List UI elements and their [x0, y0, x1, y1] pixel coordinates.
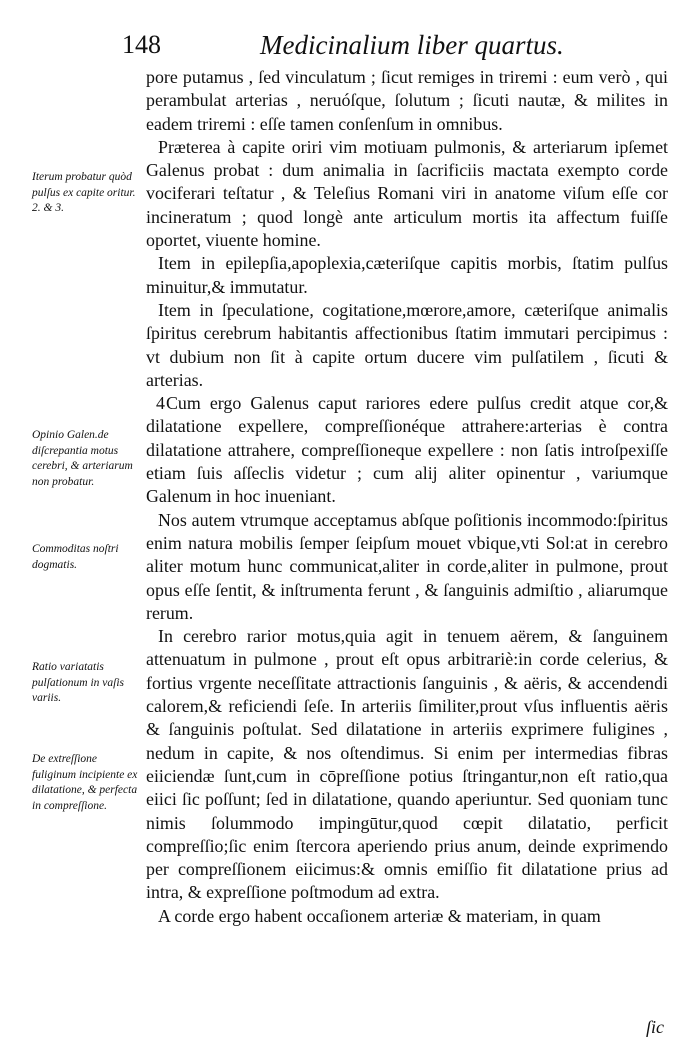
marginal-note: Commoditas noſtri dogmatis.: [32, 543, 119, 571]
marginal-note: Ratio variatatis pulſationum in vaſis variis.: [32, 661, 124, 704]
page-number: 148: [122, 30, 161, 59]
paragraph: [146, 392, 668, 508]
paragraph: Item in epilepſia,apoplexia,cæteriſque capitis morbis, ſtatim pulſus minuitur,& immutatur.: [146, 253, 668, 297]
paragraph: Item in ſpeculatione, cogitatione,mœrore,amore, cæteriſque animalis ſpiritus cerebrum habitantis affectionibus ſtatim immutari percipimus : vt dubium non ſit à capite ortum ducere vim pulſatilem , ſicuti & arterias.: [146, 299, 668, 390]
paragraph-number: 4: [156, 393, 165, 414]
paragraph: Nos autem vtrumque acceptamus abſque poſitionis incommodo:ſpiritus enim natura mobilis ſemper ſeipſum mouet vbique,vti Sol:at in cerebro aliter motum hunc communicat,aliter in corde,aliter in pulmone, prout opus eſſe ſentit, & inſtrumenta ferunt , & ſanguinis admiſtio , aliarumque rerum.: [146, 509, 668, 623]
paragraph-text: Cum ergo Galenus caput rariores edere pulſus credit atque cor,& dilatatione expellere, compreſſionéque attrahere:arterias è contra dilatatione attrahere, compreſſioneque expellere : non ſatis introſpexiſſe etiam ſuis aſſeclis videtur ; cum alij aliter opinentur , variumque Galenum in hoc inueniant.: [146, 393, 668, 507]
marginal-note: De extreſſione fuliginum incipiente ex dilatatione, & perfecta in compreſſione.: [32, 753, 138, 812]
marginal-note: Opinio Galen.de diſcrepantia motus cerebri, & arteriarum non probatur.: [32, 429, 133, 488]
page-header: [122, 30, 592, 66]
paragraph: A corde ergo habent occaſionem arteriæ & materiam, in quam: [158, 905, 601, 926]
paragraph-continuation: pore putamus , ſed vinculatum ; ſicut remiges in triremi : eum verò , qui perambulat arterias , neruóſque, ſolutum ; ſicuti nautæ, & milites in eadem triremi : eſſe tamen conſenſum in omnibus.: [146, 67, 668, 134]
marginal-note: Iterum probatur quòd pulſus ex capite oritur. 2. & 3.: [32, 171, 136, 214]
running-title: Medicinalium liber quartus.: [260, 30, 564, 60]
main-text: [146, 66, 668, 928]
catchword: ſic: [646, 1017, 664, 1037]
paragraph: Præterea à capite oriri vim motiuam pulmonis, & arteriarum ipſemet Galenus probat : dum animalia in ſacrificiis mactata exempto corde vociferari teſtatur , & Teleſius Romani viri in anatome viſum eſſe cor incineratum ; quod longè ante articulum mortis ita affectum fuiſſe oportet, viuente homine.: [146, 136, 668, 251]
paragraph: In cerebro rarior motus,quia agit in tenuem aërem, & ſanguinem attenuatum in pulmone , prout eſt opus arbitrariè:in corde celerius, & fortius vrgente neceſſitate attractionis ſanguinis , & aëris, & accendendi calorem,& reficiendi ſeſe. In arteriis ſimiliter,prout vſus influentis aëris & ſanguinis poſtulat. Sed dilatatione in arteriis exprimere fuligines , nedum in capite, & nos oſtendimus. Si enim per intermedias fibras eiiciendæ ſunt,cum in cōpreſſione potius ſtringantur,non eſt ratio,qua eiici ſic poſſunt; ſed in dilatatione, quando aperiuntur. Sed quoniam tunc nimis ſolummodo impingūtur,quod cœpit dilatatio, perficit compreſſio;ſic enim ſtercora aperiendo prius anum, deinde exprimendo per compreſſionem eiicimus:& omnis emiſſio fit dilatatione prius ad intra, & expreſſione poſtmodum ad extra.: [146, 626, 668, 903]
